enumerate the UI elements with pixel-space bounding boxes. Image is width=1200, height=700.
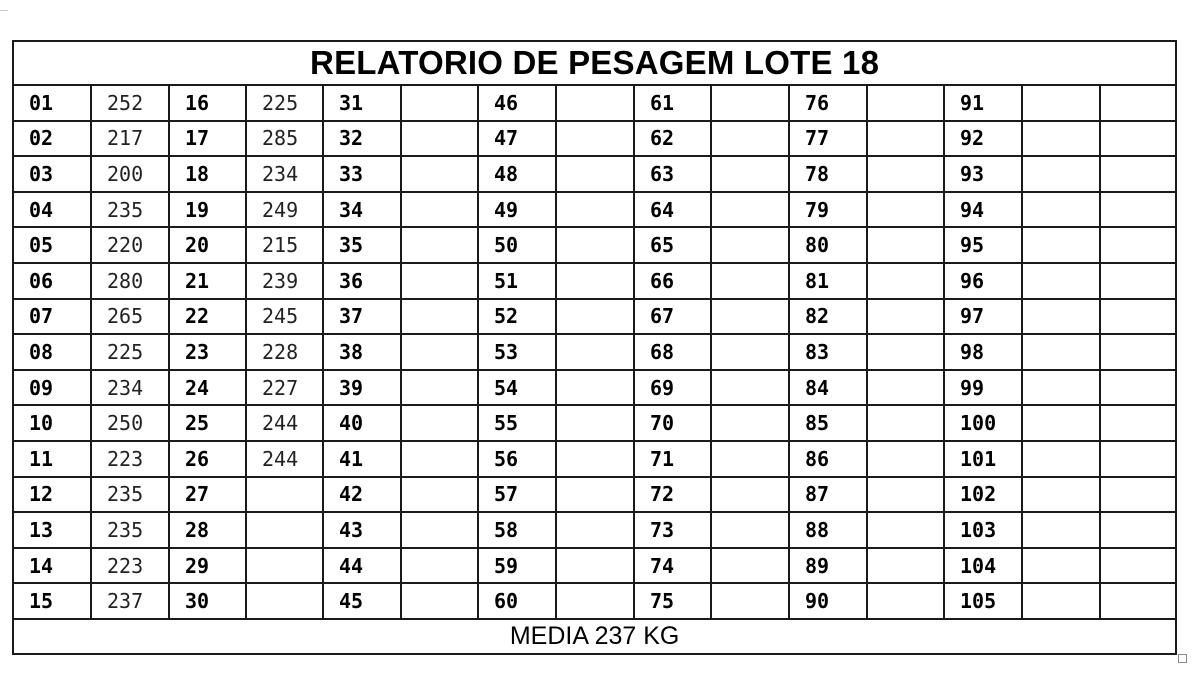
report-body (13, 85, 1176, 619)
empty-cell (1100, 156, 1176, 192)
table-row (13, 299, 1176, 335)
weight-cell: 217 (91, 121, 169, 157)
animal-number-cell: 34 (323, 192, 401, 228)
weight-cell (401, 477, 478, 513)
animal-number-cell: 23 (169, 334, 246, 370)
animal-number-cell: 12 (13, 477, 91, 513)
animal-number-cell: 96 (944, 263, 1022, 299)
animal-number-cell: 54 (478, 370, 556, 406)
weight-cell (867, 583, 944, 619)
animal-number-cell: 75 (634, 583, 711, 619)
animal-number-cell: 92 (944, 121, 1022, 157)
weight-cell (556, 85, 634, 121)
weight-cell (401, 156, 478, 192)
weight-cell (867, 227, 944, 263)
corner-mark (0, 10, 8, 11)
weight-cell (867, 512, 944, 548)
footer-row (13, 619, 1176, 654)
animal-number-cell: 77 (789, 121, 867, 157)
animal-number-cell: 48 (478, 156, 556, 192)
weight-cell (556, 156, 634, 192)
weight-cell (556, 121, 634, 157)
animal-number-cell: 06 (13, 263, 91, 299)
weight-cell (711, 156, 789, 192)
weight-cell (1022, 85, 1100, 121)
weight-cell (711, 227, 789, 263)
animal-number-cell: 22 (169, 299, 246, 335)
animal-number-cell: 60 (478, 583, 556, 619)
empty-cell (1100, 477, 1176, 513)
report-title: RELATORIO DE PESAGEM LOTE 18 (13, 41, 1176, 85)
animal-number-cell: 20 (169, 227, 246, 263)
animal-number-cell: 19 (169, 192, 246, 228)
weight-cell (711, 299, 789, 335)
animal-number-cell: 66 (634, 263, 711, 299)
empty-cell (1100, 334, 1176, 370)
animal-number-cell: 43 (323, 512, 401, 548)
empty-cell (1100, 227, 1176, 263)
animal-number-cell: 07 (13, 299, 91, 335)
animal-number-cell: 32 (323, 121, 401, 157)
empty-cell (1100, 441, 1176, 477)
weight-cell: 249 (246, 192, 323, 228)
animal-number-cell: 94 (944, 192, 1022, 228)
weight-cell (867, 370, 944, 406)
animal-number-cell: 71 (634, 441, 711, 477)
table-row (13, 121, 1176, 157)
weight-cell (867, 121, 944, 157)
weighing-report-table (12, 40, 1177, 655)
table-row (13, 441, 1176, 477)
animal-number-cell: 53 (478, 334, 556, 370)
weight-cell: 285 (246, 121, 323, 157)
animal-number-cell: 01 (13, 85, 91, 121)
weight-cell (401, 441, 478, 477)
table-row (13, 156, 1176, 192)
animal-number-cell: 30 (169, 583, 246, 619)
weight-cell: 227 (246, 370, 323, 406)
weight-cell (711, 405, 789, 441)
weight-cell: 235 (91, 192, 169, 228)
table-row (13, 477, 1176, 513)
animal-number-cell: 74 (634, 548, 711, 584)
table-row (13, 192, 1176, 228)
weight-cell (711, 370, 789, 406)
table-row (13, 548, 1176, 584)
animal-number-cell: 44 (323, 548, 401, 584)
animal-number-cell: 57 (478, 477, 556, 513)
animal-number-cell: 91 (944, 85, 1022, 121)
animal-number-cell: 05 (13, 227, 91, 263)
weight-cell (556, 477, 634, 513)
weight-cell: 235 (91, 477, 169, 513)
weight-cell (401, 85, 478, 121)
empty-cell (1100, 263, 1176, 299)
weight-cell (401, 299, 478, 335)
empty-cell (1100, 583, 1176, 619)
animal-number-cell: 97 (944, 299, 1022, 335)
animal-number-cell: 83 (789, 334, 867, 370)
weight-cell (867, 263, 944, 299)
animal-number-cell: 52 (478, 299, 556, 335)
weight-cell (1022, 370, 1100, 406)
table-row (13, 512, 1176, 548)
animal-number-cell: 85 (789, 405, 867, 441)
animal-number-cell: 41 (323, 441, 401, 477)
weight-cell (556, 263, 634, 299)
weight-cell (867, 156, 944, 192)
weight-cell (556, 227, 634, 263)
weight-cell: 225 (246, 85, 323, 121)
animal-number-cell: 33 (323, 156, 401, 192)
weight-cell (556, 512, 634, 548)
animal-number-cell: 73 (634, 512, 711, 548)
weight-cell (556, 192, 634, 228)
animal-number-cell: 99 (944, 370, 1022, 406)
animal-number-cell: 70 (634, 405, 711, 441)
empty-cell (1100, 299, 1176, 335)
weight-cell: 239 (246, 263, 323, 299)
animal-number-cell: 62 (634, 121, 711, 157)
weight-cell (867, 334, 944, 370)
animal-number-cell: 14 (13, 548, 91, 584)
animal-number-cell: 81 (789, 263, 867, 299)
animal-number-cell: 86 (789, 441, 867, 477)
animal-number-cell: 67 (634, 299, 711, 335)
table-row (13, 334, 1176, 370)
animal-number-cell: 90 (789, 583, 867, 619)
weight-cell (867, 192, 944, 228)
weight-cell (711, 85, 789, 121)
animal-number-cell: 64 (634, 192, 711, 228)
animal-number-cell: 35 (323, 227, 401, 263)
animal-number-cell: 26 (169, 441, 246, 477)
weight-cell (1022, 263, 1100, 299)
weight-cell (711, 512, 789, 548)
weight-cell (867, 477, 944, 513)
empty-cell (1100, 370, 1176, 406)
empty-cell (1100, 512, 1176, 548)
weight-cell: 245 (246, 299, 323, 335)
weight-cell: 220 (91, 227, 169, 263)
weight-cell (401, 370, 478, 406)
animal-number-cell: 103 (944, 512, 1022, 548)
animal-number-cell: 55 (478, 405, 556, 441)
weight-cell (867, 299, 944, 335)
animal-number-cell: 63 (634, 156, 711, 192)
animal-number-cell: 80 (789, 227, 867, 263)
weight-cell: 280 (91, 263, 169, 299)
animal-number-cell: 84 (789, 370, 867, 406)
title-row (13, 41, 1176, 85)
weight-cell (867, 548, 944, 584)
weight-cell: 225 (91, 334, 169, 370)
animal-number-cell: 16 (169, 85, 246, 121)
weight-cell (1022, 583, 1100, 619)
weight-cell (711, 263, 789, 299)
animal-number-cell: 105 (944, 583, 1022, 619)
weight-cell (401, 405, 478, 441)
weight-cell (867, 441, 944, 477)
animal-number-cell: 10 (13, 405, 91, 441)
weight-cell (711, 583, 789, 619)
weight-cell (246, 512, 323, 548)
animal-number-cell: 38 (323, 334, 401, 370)
animal-number-cell: 21 (169, 263, 246, 299)
weight-cell: 228 (246, 334, 323, 370)
weight-cell (556, 548, 634, 584)
animal-number-cell: 40 (323, 405, 401, 441)
weight-cell: 234 (91, 370, 169, 406)
animal-number-cell: 27 (169, 477, 246, 513)
animal-number-cell: 31 (323, 85, 401, 121)
animal-number-cell: 101 (944, 441, 1022, 477)
weight-cell (246, 583, 323, 619)
animal-number-cell: 13 (13, 512, 91, 548)
table-row (13, 85, 1176, 121)
weight-cell (1022, 121, 1100, 157)
weight-cell (556, 583, 634, 619)
weight-cell: 215 (246, 227, 323, 263)
table-row (13, 227, 1176, 263)
weight-cell (401, 121, 478, 157)
animal-number-cell: 68 (634, 334, 711, 370)
animal-number-cell: 58 (478, 512, 556, 548)
animal-number-cell: 88 (789, 512, 867, 548)
weight-cell: 200 (91, 156, 169, 192)
animal-number-cell: 46 (478, 85, 556, 121)
weight-cell (556, 441, 634, 477)
animal-number-cell: 69 (634, 370, 711, 406)
weight-cell (246, 477, 323, 513)
animal-number-cell: 02 (13, 121, 91, 157)
weight-cell (401, 227, 478, 263)
animal-number-cell: 87 (789, 477, 867, 513)
weight-cell (711, 477, 789, 513)
weight-cell (1022, 227, 1100, 263)
animal-number-cell: 59 (478, 548, 556, 584)
weight-cell (1022, 156, 1100, 192)
animal-number-cell: 47 (478, 121, 556, 157)
animal-number-cell: 104 (944, 548, 1022, 584)
average-weight: MEDIA 237 KG (13, 619, 1176, 654)
weight-cell (711, 121, 789, 157)
weight-cell: 223 (91, 548, 169, 584)
animal-number-cell: 08 (13, 334, 91, 370)
animal-number-cell: 93 (944, 156, 1022, 192)
empty-cell (1100, 85, 1176, 121)
weight-cell (556, 299, 634, 335)
animal-number-cell: 82 (789, 299, 867, 335)
animal-number-cell: 100 (944, 405, 1022, 441)
animal-number-cell: 03 (13, 156, 91, 192)
weight-cell (1022, 334, 1100, 370)
animal-number-cell: 29 (169, 548, 246, 584)
weight-cell: 237 (91, 583, 169, 619)
table-row (13, 370, 1176, 406)
weight-cell (1022, 192, 1100, 228)
animal-number-cell: 65 (634, 227, 711, 263)
weight-cell (401, 334, 478, 370)
animal-number-cell: 50 (478, 227, 556, 263)
animal-number-cell: 72 (634, 477, 711, 513)
animal-number-cell: 56 (478, 441, 556, 477)
animal-number-cell: 61 (634, 85, 711, 121)
weight-cell: 252 (91, 85, 169, 121)
weight-cell (1022, 441, 1100, 477)
animal-number-cell: 25 (169, 405, 246, 441)
animal-number-cell: 04 (13, 192, 91, 228)
weight-cell (711, 441, 789, 477)
animal-number-cell: 11 (13, 441, 91, 477)
animal-number-cell: 76 (789, 85, 867, 121)
weight-cell (1022, 512, 1100, 548)
animal-number-cell: 09 (13, 370, 91, 406)
weight-cell (246, 548, 323, 584)
weight-cell: 265 (91, 299, 169, 335)
animal-number-cell: 42 (323, 477, 401, 513)
weight-cell (867, 85, 944, 121)
weight-cell (401, 512, 478, 548)
empty-cell (1100, 192, 1176, 228)
weight-cell (1022, 477, 1100, 513)
table-row (13, 263, 1176, 299)
animal-number-cell: 39 (323, 370, 401, 406)
animal-number-cell: 18 (169, 156, 246, 192)
weight-cell (1022, 548, 1100, 584)
table-row (13, 405, 1176, 441)
weight-cell (1022, 299, 1100, 335)
weight-cell (711, 548, 789, 584)
weight-cell (556, 370, 634, 406)
weight-cell (401, 548, 478, 584)
weight-cell (711, 192, 789, 228)
animal-number-cell: 79 (789, 192, 867, 228)
weight-cell: 244 (246, 441, 323, 477)
animal-number-cell: 89 (789, 548, 867, 584)
weight-cell (401, 192, 478, 228)
animal-number-cell: 95 (944, 227, 1022, 263)
table-row (13, 583, 1176, 619)
animal-number-cell: 28 (169, 512, 246, 548)
animal-number-cell: 78 (789, 156, 867, 192)
weight-cell: 223 (91, 441, 169, 477)
weight-cell (556, 334, 634, 370)
weight-cell (711, 334, 789, 370)
animal-number-cell: 51 (478, 263, 556, 299)
animal-number-cell: 45 (323, 583, 401, 619)
animal-number-cell: 102 (944, 477, 1022, 513)
weight-cell: 250 (91, 405, 169, 441)
animal-number-cell: 37 (323, 299, 401, 335)
weight-cell (401, 263, 478, 299)
animal-number-cell: 15 (13, 583, 91, 619)
empty-cell (1100, 548, 1176, 584)
weight-cell (556, 405, 634, 441)
animal-number-cell: 24 (169, 370, 246, 406)
weight-cell (1022, 405, 1100, 441)
weight-cell (867, 405, 944, 441)
animal-number-cell: 49 (478, 192, 556, 228)
weight-cell: 234 (246, 156, 323, 192)
empty-cell (1100, 121, 1176, 157)
weight-cell: 244 (246, 405, 323, 441)
animal-number-cell: 36 (323, 263, 401, 299)
animal-number-cell: 17 (169, 121, 246, 157)
resize-handle[interactable] (1178, 654, 1187, 663)
animal-number-cell: 98 (944, 334, 1022, 370)
weight-cell: 235 (91, 512, 169, 548)
empty-cell (1100, 405, 1176, 441)
weight-cell (401, 583, 478, 619)
